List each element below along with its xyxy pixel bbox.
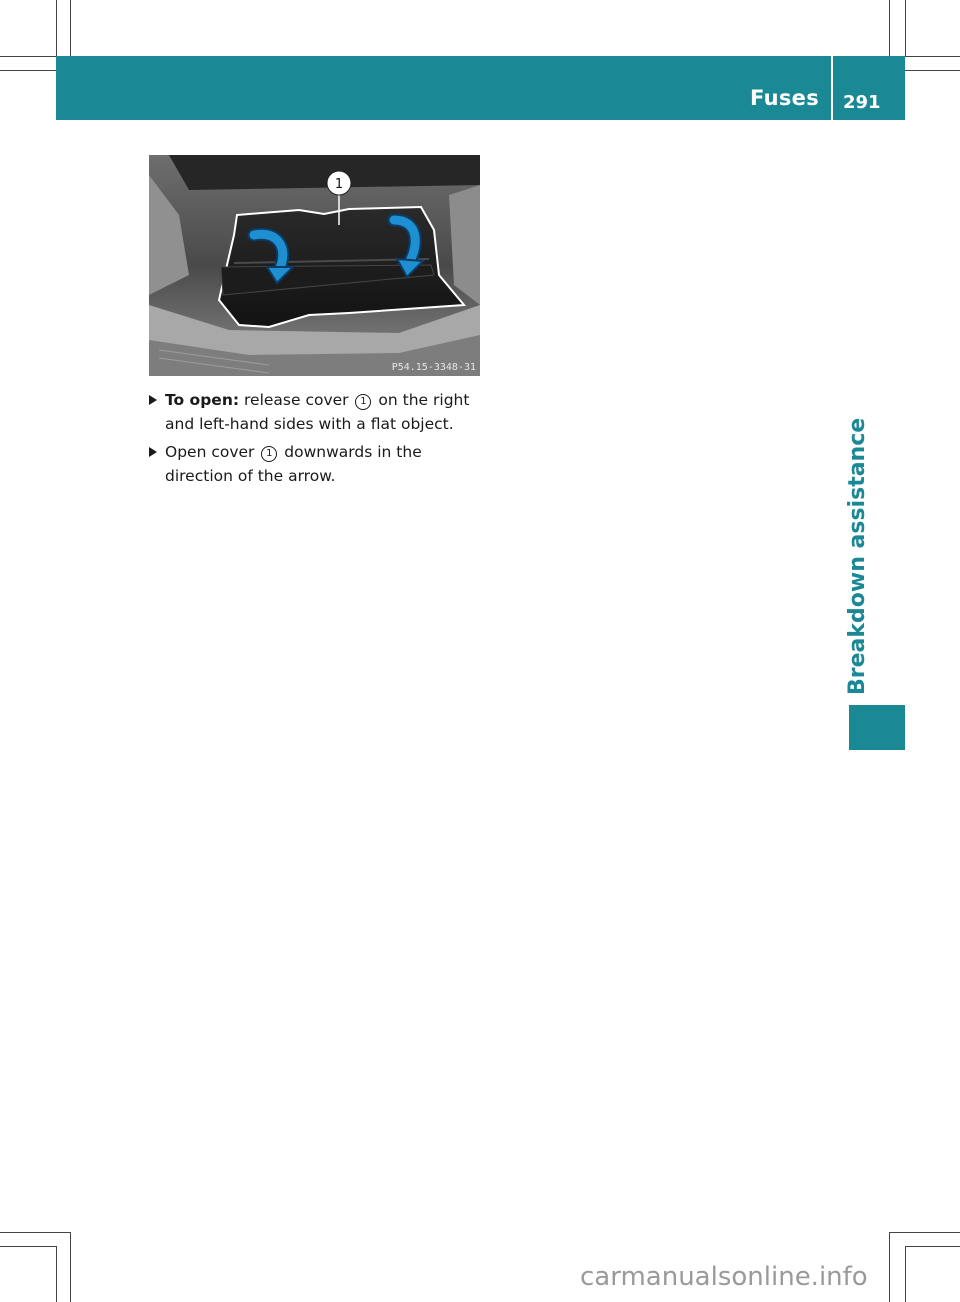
instruction-step bbox=[147, 388, 487, 436]
crop-mark bbox=[889, 1232, 890, 1302]
crop-mark bbox=[889, 1232, 960, 1233]
header-divider bbox=[831, 56, 833, 120]
instruction-step bbox=[147, 440, 487, 488]
crop-mark bbox=[0, 1232, 70, 1233]
watermark: carmanualsonline.info bbox=[580, 1262, 868, 1292]
figure-code: P54.15-3348-31 bbox=[391, 362, 476, 373]
crop-mark bbox=[0, 56, 56, 57]
step-text: Open cover bbox=[165, 443, 255, 461]
crop-mark bbox=[56, 1246, 57, 1302]
section-title: Fuses bbox=[750, 86, 819, 110]
crop-mark bbox=[0, 1246, 56, 1247]
trunk-illustration bbox=[149, 155, 480, 376]
crop-mark bbox=[905, 1246, 906, 1302]
callout-ref: 1 bbox=[355, 394, 371, 410]
bullet-arrow-icon bbox=[149, 447, 157, 457]
step-text: on the right and left-hand sides with a flat object. bbox=[165, 391, 470, 433]
crop-mark bbox=[70, 1232, 71, 1302]
crop-mark bbox=[905, 1246, 960, 1247]
bullet-arrow-icon bbox=[149, 395, 157, 405]
crop-mark bbox=[905, 56, 960, 57]
callout-ref: 1 bbox=[261, 446, 277, 462]
instruction-list bbox=[147, 388, 487, 492]
step-text: downwards in the direction of the arrow. bbox=[165, 443, 422, 485]
step-lead: To open: bbox=[165, 391, 240, 409]
step-text: release cover bbox=[244, 391, 349, 409]
chapter-tab-label: Breakdown assistance bbox=[845, 417, 870, 695]
page-number: 291 bbox=[843, 92, 881, 113]
crop-mark bbox=[56, 0, 57, 56]
crop-mark bbox=[905, 0, 906, 56]
chapter-tab-marker bbox=[849, 705, 905, 750]
trunk-cover-photo bbox=[149, 155, 480, 376]
callout-number: 1 bbox=[334, 177, 344, 192]
